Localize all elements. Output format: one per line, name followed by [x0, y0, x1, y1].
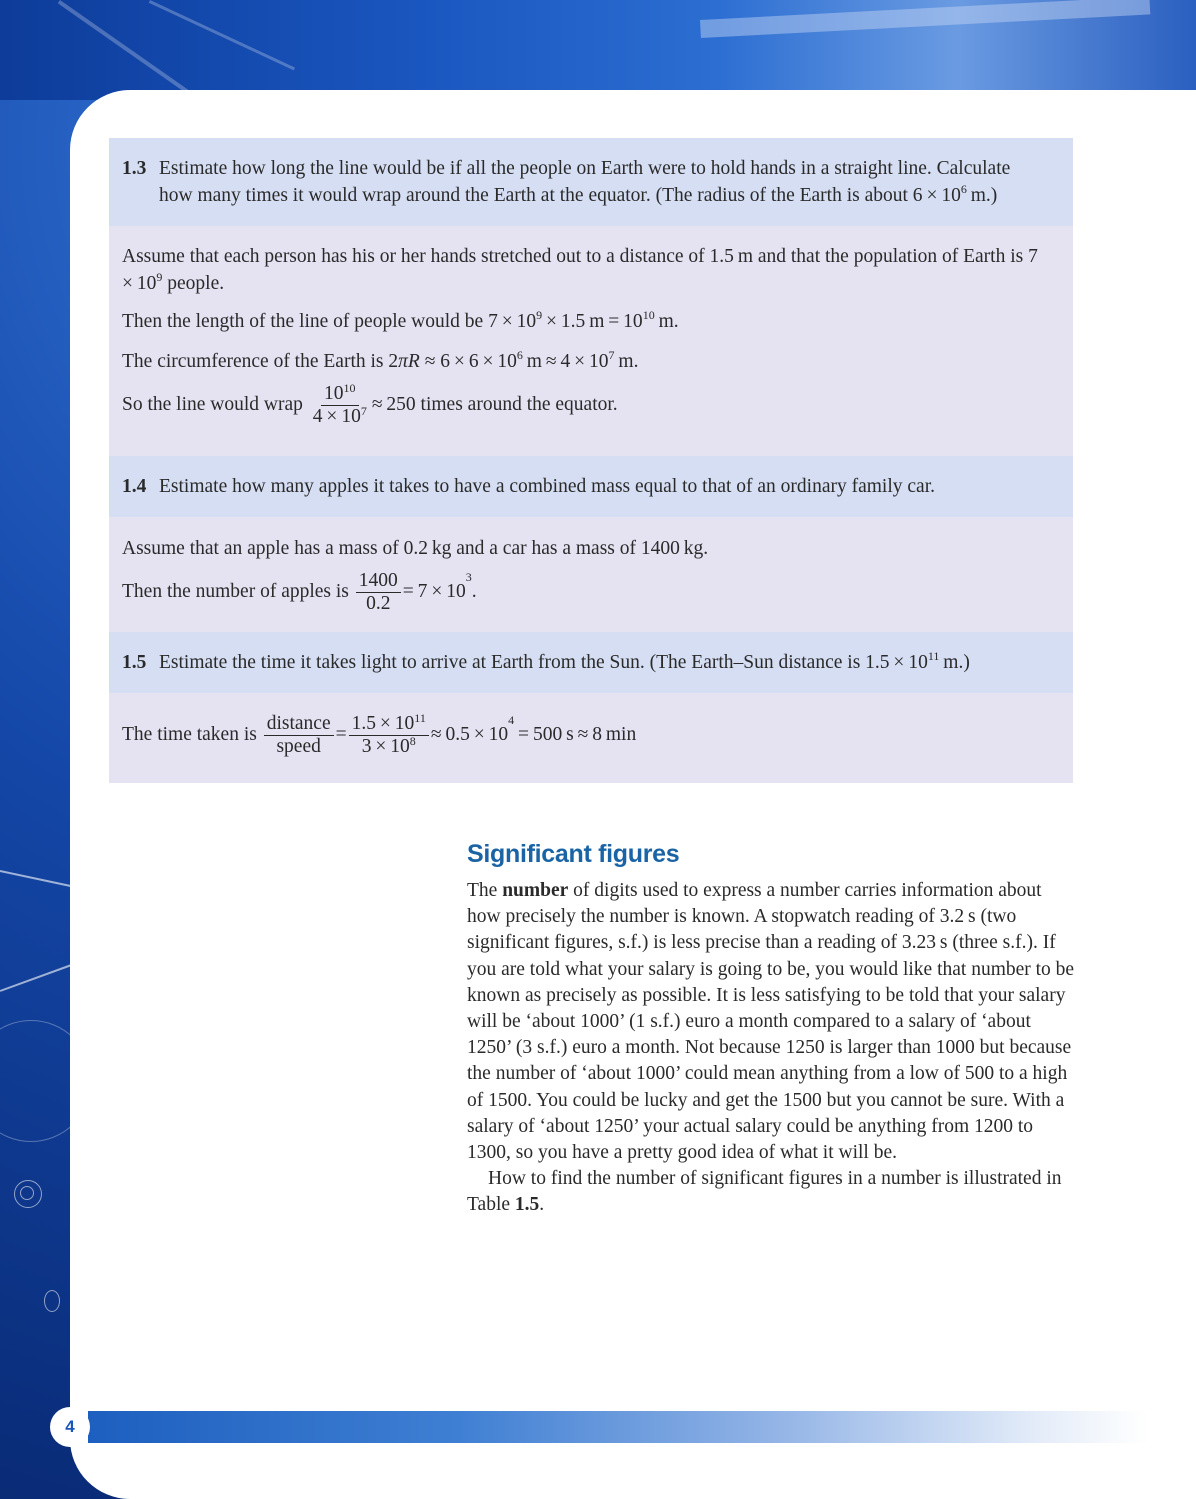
decorative-swirl: [20, 1186, 34, 1200]
answer-paragraph: So the line would wrap $\frac{10^{10}}{4 \times 10^7}$ ≈ 250 times around the equator.: [122, 381, 618, 427]
question-number: 1.4: [122, 476, 147, 497]
answer-paragraph: The time taken is $\frac{\text{distance}}{\text{speed}}$ = $\frac{1.5 \times 10^{11}}{3 \times 10^8}$ ≈ $0.5 \times 10^4 = 500$ s ≈ 8 min: [122, 711, 637, 757]
question-1-3: [109, 138, 1073, 226]
answer-paragraph: Assume that each person has his or her hands stretched out to a distance of 1.5 m and that the population of Earth is $7 \times 10^9$ people.: [122, 246, 1042, 294]
answer-1-5: [109, 693, 1073, 783]
question-number: 1.5: [122, 652, 147, 673]
page-number: 4: [50, 1407, 90, 1447]
question-text: Estimate the time it takes light to arrive at Earth from the Sun. (The Earth–Sun distance is $1.5 \times 10^{11}$ m.): [159, 649, 970, 673]
body-text: [467, 878, 1077, 1219]
question-text: Estimate how many apples it takes to have a combined mass equal to that of an ordinary family car.: [159, 476, 935, 497]
answer-paragraph: The circumference of the Earth is $2\pi R \approx 6 \times 6 \times 10^6$ $m \approx 4 \times 10^7$ m.: [122, 348, 639, 372]
question-1-4: [109, 456, 1073, 517]
fraction: $\frac{\text{distance}}{\text{speed}}$: [264, 713, 334, 758]
fraction: $\frac{1400}{0.2}$: [356, 570, 401, 615]
section-heading: Significant figures: [467, 840, 680, 868]
question-1-5: [109, 632, 1073, 693]
fraction: $\frac{1.5 \times 10^{11}}{3 \times 10^8}$: [349, 713, 429, 758]
body-paragraph: How to find the number of significant figures in a number is illustrated in Table 1.5.: [467, 1168, 1062, 1216]
fraction: $\frac{10^{10}}{4 \times 10^7}$: [312, 381, 367, 427]
body-paragraph: The number of digits used to express a number carries information about how precisely the number is known. A stopwatch reading of 3.2 s (two significant figures, s.f.) is less precise than a reading of 3.23 s (three s.f.). If you are told what your salary is going to be, you would like that number to be known as precisely as possible. It is less satisfying to be told that your salary will be ‘about 1000’ (1 s.f.) euro a month compared to a salary of ‘about 1250’ (3 s.f.) euro a month. Not because 1250 is larger than 1000 but because the number of ‘about 1000’ could mean anything from a low of 500 to a high of 1500. You could be lucky and get the 1500 but you cannot be sure. With a salary of ‘about 1250’ your actual salary could be anything from 1200 to 1300, so you have a pretty good idea of what it will be.: [467, 880, 1075, 1164]
answer-paragraph: Then the number of apples is $\frac{1400}{0.2}$ = $7 \times 10^3$.: [122, 570, 477, 614]
decorative-swirl: [44, 1290, 60, 1312]
question-text: Estimate how long the line would be if all the people on Earth were to hold hands in a straight line. Calculate how many times it would wrap around the Earth at the equator. (The radius of the Earth is about $6 \times 10^6$ m.): [159, 158, 1011, 206]
question-number: 1.3: [122, 158, 147, 179]
footer-bar: [88, 1411, 1148, 1443]
answer-paragraph: Assume that an apple has a mass of 0.2 kg and a car has a mass of 1400 kg.: [122, 538, 709, 559]
answer-paragraph: Then the length of the line of people would be $7 \times 10^9 \times 1.5$ $m = 10^{10}$ m.: [122, 308, 679, 332]
answer-1-3: [109, 226, 1073, 456]
answer-1-4: [109, 517, 1073, 632]
